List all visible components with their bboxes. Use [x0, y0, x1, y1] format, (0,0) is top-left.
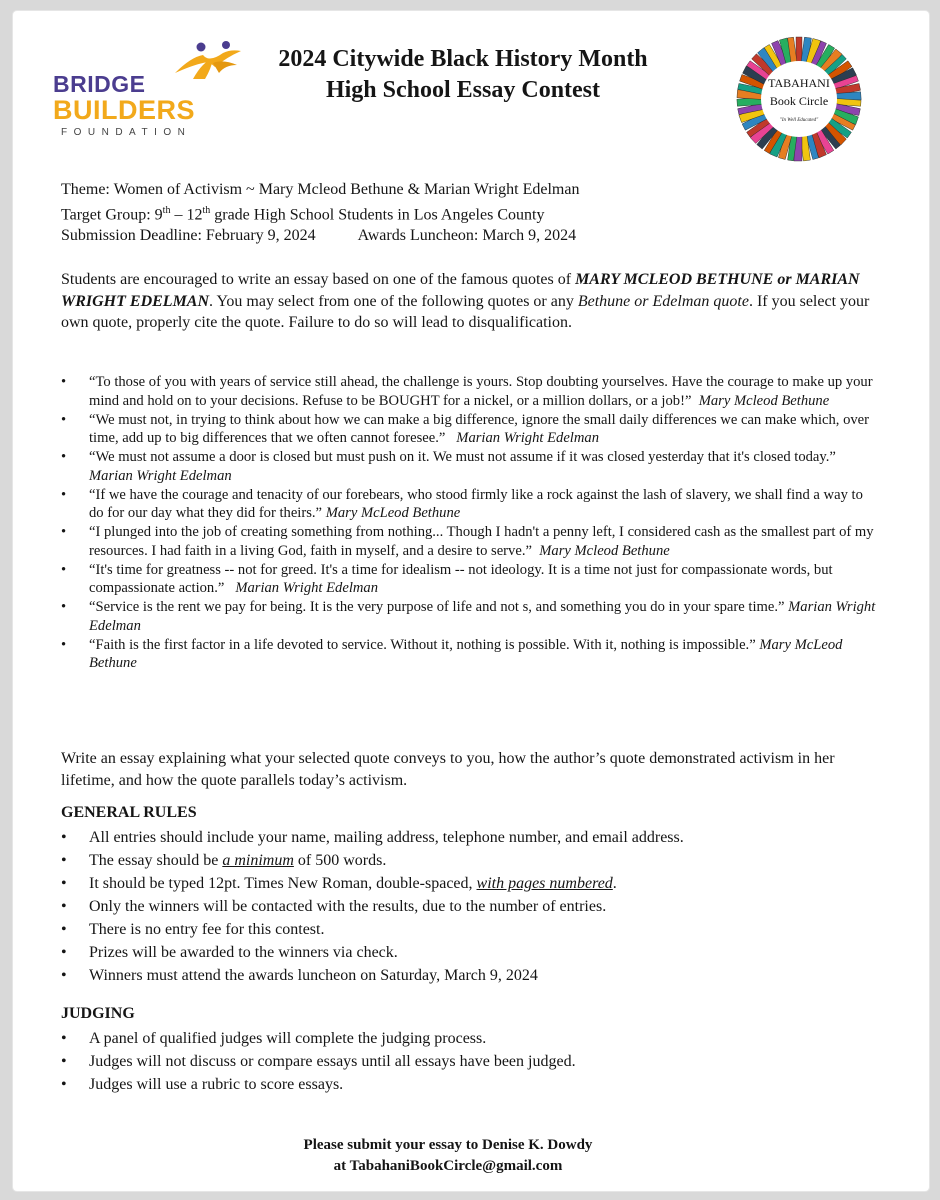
tabahani-book-circle-logo: [735, 35, 863, 163]
target-group-line: Target Group: 9th – 12th grade High School Students in Los Angeles County: [61, 205, 545, 224]
title-line-1: 2024 Citywide Black History Month: [278, 46, 648, 72]
quote-list: [61, 373, 876, 673]
rule-item: • Winners must attend the awards luncheon on Saturday, March 9, 2024: [61, 964, 881, 987]
judging-item: • Judges will use a rubric to score essays.: [61, 1073, 881, 1096]
judging-item: • A panel of qualified judges will complete the judging process.: [61, 1027, 881, 1050]
quote-author: Mary Mcleod Bethune: [539, 542, 670, 559]
logo-text-bridge: BRIDGE: [53, 71, 146, 97]
intro-paragraph: Students are encouraged to write an essay based on one of the famous quotes of MARY MCLEOD BETHUNE or MARIAN WRIGHT EDELMAN. You may select from one of the following quotes or any Bethune or Edelman quote. If you select your own quote, properly cite the quote. Failure to do so will lead to disqualification.: [61, 271, 870, 331]
logo-book-circle-text: Book Circle: [769, 94, 829, 108]
quote-item: • “If we have the courage and tenacity of our forebears, who stood firmly like a rock against the lash of slavery, we shall find a way to do for our day what they did for theirs.” Mary McLeod Bethune: [61, 486, 876, 523]
logo-text-foundation: FOUNDATION: [61, 127, 192, 138]
awards-luncheon: Awards Luncheon: March 9, 2024: [357, 227, 577, 245]
submission-footer: [223, 1135, 673, 1177]
judging-item: • Judges will not discuss or compare essays until all essays have been judged.: [61, 1050, 881, 1073]
logo-tabahani-text: TABAHANI: [768, 76, 830, 90]
general-rules-heading: GENERAL RULES: [61, 804, 197, 821]
rule-item: • Prizes will be awarded to the winners via check.: [61, 941, 881, 964]
bridge-builders-logo: [53, 39, 238, 139]
submission-deadline: Submission Deadline: February 9, 2024: [61, 227, 316, 245]
judging-list: [61, 1027, 881, 1096]
quote-item: • “Service is the rent we pay for being. It is the very purpose of life and not s, and something you do in your spare time.” Marian Wright Edelman: [61, 598, 876, 635]
rule-item: • Only the winners will be contacted with the results, due to the number of entries.: [61, 895, 881, 918]
people-figures-icon: [153, 39, 253, 84]
quote-item: • “I plunged into the job of creating something from nothing... Though I hadn't a penny left, I considered cash as the smallest part of my resources. I had faith in a living God, faith in myself, and a desire to serve.” Mary Mcleod Bethune: [61, 523, 876, 560]
book-spine: [796, 37, 802, 63]
essay-prompt: Write an essay explaining what your selected quote conveys to you, how the author’s quote demonstrated activism in her lifetime, and how the quote parallels today’s activism.: [61, 750, 835, 789]
quote-author: Mary McLeod Bethune: [89, 636, 843, 671]
quote-author: Marian Wright Edelman: [456, 430, 599, 446]
quote-item: • “Faith is the first factor in a life devoted to service. Without it, nothing is possible. With it, nothing is impossible.” Mary McLeod Bethune: [61, 636, 876, 673]
quote-item: • “It's time for greatness -- not for greed. It's a time for idealism -- not ideology. It is a time not just for compassionate words, but compassionate action.” Marian Wright Edelman: [61, 561, 876, 598]
quote-author: Marian Wright Edelman: [89, 599, 876, 634]
flyer-page: [13, 11, 929, 1191]
title-line-2: High School Essay Contest: [325, 77, 601, 103]
quote-item: • “To those of you with years of service still ahead, the challenge is yours. Stop doubting yourselves. Have the courage to make up your mind and hold on to your decisions. Refuse to be BOUGHT for a nickel, or a million dollars, or a job!” Mary Mcleod Bethune: [61, 373, 876, 410]
logo-tagline-text: "In Well Educated": [779, 118, 819, 123]
submit-email: at TabahaniBookCircle@gmail.com: [333, 1158, 563, 1174]
contest-info: [61, 179, 579, 246]
quote-author: Marian Wright Edelman: [235, 580, 379, 596]
quote-author: Mary Mcleod Bethune: [698, 392, 830, 409]
page-title: [243, 44, 683, 106]
theme-line: Theme: Women of Activism ~ Mary Mcleod Bethune & Marian Wright Edelman: [61, 181, 580, 198]
rule-item: • All entries should include your name, mailing address, telephone number, and email address.: [61, 826, 881, 849]
quote-author: Marian Wright Edelman: [89, 467, 232, 484]
rule-item: • The essay should be a minimum of 500 words.: [61, 849, 881, 872]
quote-item: • “We must not, in trying to think about how we can make a big difference, ignore the small daily differences we can make which, over time, add up to big differences that we often cannot foresee.” Marian Wright Edelman: [61, 411, 876, 448]
general-rules-list: [61, 826, 881, 987]
rule-item: • There is no entry fee for this contest.: [61, 918, 881, 941]
quote-author: Mary McLeod Bethune: [325, 505, 461, 521]
rule-item: • It should be typed 12pt. Times New Roman, double-spaced, with pages numbered.: [61, 872, 881, 895]
logo-text-builders: BUILDERS: [53, 95, 196, 125]
submit-line: Please submit your essay to Denise K. Dowdy: [303, 1137, 593, 1153]
deadline-line: [61, 225, 579, 246]
judging-heading: JUDGING: [61, 1005, 135, 1022]
quote-item: • “We must not assume a door is closed but must push on it. We must not assume if it was closed yesterday that it's closed today.” Marian Wright Edelman: [61, 448, 876, 485]
